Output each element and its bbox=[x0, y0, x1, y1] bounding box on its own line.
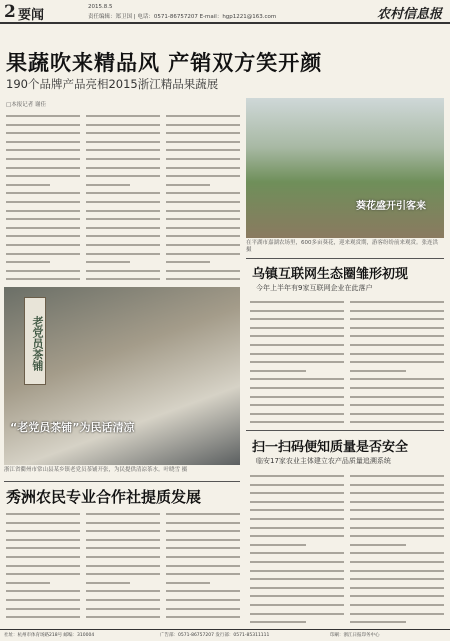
text-line bbox=[166, 127, 240, 134]
text-line bbox=[166, 508, 240, 515]
tea-stall-photo bbox=[4, 287, 240, 465]
text-line bbox=[250, 382, 344, 389]
photo1-label: 葵花盛开引客来 bbox=[356, 201, 426, 212]
article2-body-col-2 bbox=[350, 296, 444, 426]
text-line bbox=[250, 590, 344, 597]
text-line bbox=[350, 339, 444, 346]
editor-info: 责任编辑：郑卫国 | 电话：0571-86757207 E-mail：hgp1221@163.com bbox=[88, 14, 277, 20]
main-body-col-1 bbox=[6, 110, 80, 282]
text-line bbox=[250, 348, 344, 355]
text-line bbox=[250, 504, 344, 511]
text-line bbox=[86, 542, 160, 549]
photo1-caption: 在平湖市嘉湖农场里，600多亩葵花，迎来观赏期，游客纷纷前来观赏。张连洪 摄 bbox=[246, 240, 439, 253]
divider bbox=[246, 430, 444, 431]
text-line bbox=[250, 599, 344, 606]
text-line bbox=[86, 136, 160, 143]
text-line bbox=[166, 222, 240, 229]
text-line bbox=[250, 296, 344, 303]
article4-body-col-2 bbox=[350, 470, 444, 626]
text-line bbox=[86, 265, 160, 272]
text-line bbox=[6, 525, 80, 532]
text-line bbox=[6, 265, 80, 272]
text-line bbox=[86, 585, 160, 592]
text-line bbox=[6, 187, 80, 194]
text-line bbox=[166, 205, 240, 212]
masthead: 农村信息报 bbox=[376, 7, 442, 22]
text-line bbox=[250, 339, 344, 346]
text-line bbox=[250, 416, 344, 423]
text-line bbox=[6, 205, 80, 212]
text-line bbox=[6, 153, 80, 160]
text-line bbox=[250, 330, 344, 337]
text-line bbox=[86, 273, 160, 280]
text-line bbox=[6, 577, 50, 584]
text-line bbox=[350, 616, 406, 623]
text-line bbox=[350, 313, 444, 320]
text-line bbox=[250, 408, 344, 415]
text-line bbox=[6, 213, 80, 220]
text-line bbox=[350, 487, 444, 494]
text-line bbox=[166, 119, 240, 126]
text-line bbox=[86, 248, 160, 255]
issue-date: 2015.8.5 bbox=[88, 4, 113, 10]
text-line bbox=[350, 322, 444, 329]
article3-headline: 秀洲农民专业合作社提质发展 bbox=[6, 488, 202, 506]
article4-subheadline: 临安17家农业主体建立农产品质量追溯系统 bbox=[256, 457, 391, 465]
text-line bbox=[166, 170, 240, 177]
text-line bbox=[166, 517, 240, 524]
text-line bbox=[166, 525, 240, 532]
text-line bbox=[6, 136, 80, 143]
text-line bbox=[86, 170, 160, 177]
text-line bbox=[86, 611, 160, 618]
text-line bbox=[350, 547, 444, 554]
text-line bbox=[166, 560, 240, 567]
text-line bbox=[6, 248, 80, 255]
text-line bbox=[250, 530, 344, 537]
footer-phones: 广告部：0571-86757207 发行部：0571-85311111 bbox=[160, 633, 270, 638]
text-line bbox=[86, 525, 160, 532]
text-line bbox=[166, 162, 240, 169]
text-line bbox=[250, 373, 344, 380]
text-line bbox=[350, 365, 406, 372]
text-line bbox=[166, 153, 240, 160]
article2-subheadline: 今年上半年有9家互联网企业在此落户 bbox=[256, 284, 373, 292]
article3-body-col-1 bbox=[6, 508, 80, 626]
text-line bbox=[166, 187, 240, 194]
text-line bbox=[86, 153, 160, 160]
text-line bbox=[166, 239, 240, 246]
text-line bbox=[166, 265, 240, 272]
text-line bbox=[6, 170, 80, 177]
text-line bbox=[350, 565, 444, 572]
text-line bbox=[6, 594, 80, 601]
text-line bbox=[6, 222, 80, 229]
text-line bbox=[350, 330, 444, 337]
text-line bbox=[350, 539, 406, 546]
text-line bbox=[6, 196, 80, 203]
text-line bbox=[350, 348, 444, 355]
divider bbox=[246, 258, 444, 259]
text-line bbox=[166, 577, 210, 584]
text-line bbox=[350, 356, 444, 363]
text-line bbox=[166, 611, 240, 618]
text-line bbox=[6, 162, 80, 169]
text-line bbox=[166, 144, 240, 151]
text-line bbox=[350, 399, 444, 406]
text-line bbox=[6, 144, 80, 151]
text-line bbox=[350, 573, 444, 580]
photo2-label: “老党员茶铺”为民话清凉 bbox=[10, 421, 135, 434]
text-line bbox=[86, 187, 160, 194]
page-footer bbox=[0, 629, 450, 641]
text-line bbox=[6, 256, 50, 263]
article2-body-col-1 bbox=[250, 296, 344, 426]
text-line bbox=[6, 119, 80, 126]
text-line bbox=[166, 568, 240, 575]
text-line bbox=[350, 470, 444, 477]
text-line bbox=[250, 565, 344, 572]
text-line bbox=[250, 556, 344, 563]
text-line bbox=[166, 136, 240, 143]
text-line bbox=[86, 568, 160, 575]
text-line bbox=[250, 608, 344, 615]
text-line bbox=[6, 127, 80, 134]
footer-printer: 印刷：浙江日报印务中心 bbox=[330, 633, 380, 638]
article3-body-col-3 bbox=[166, 508, 240, 626]
text-line bbox=[250, 487, 344, 494]
text-line bbox=[6, 230, 80, 237]
text-line bbox=[350, 496, 444, 503]
text-line bbox=[166, 230, 240, 237]
text-line bbox=[166, 110, 240, 117]
article3-body-col-2 bbox=[86, 508, 160, 626]
text-line bbox=[350, 590, 444, 597]
text-line bbox=[350, 391, 444, 398]
text-line bbox=[86, 603, 160, 610]
text-line bbox=[86, 256, 130, 263]
text-line bbox=[350, 373, 444, 380]
text-line bbox=[86, 230, 160, 237]
text-line bbox=[6, 179, 50, 186]
text-line bbox=[166, 248, 240, 255]
text-line bbox=[86, 517, 160, 524]
text-line bbox=[350, 599, 444, 606]
text-line bbox=[166, 534, 240, 541]
main-body-col-3 bbox=[166, 110, 240, 282]
text-line bbox=[350, 408, 444, 415]
text-line bbox=[6, 611, 80, 618]
text-line bbox=[86, 205, 160, 212]
text-line bbox=[250, 313, 344, 320]
text-line bbox=[6, 534, 80, 541]
section-title: 要闻 bbox=[18, 8, 45, 23]
text-line bbox=[350, 522, 444, 529]
text-line bbox=[86, 594, 160, 601]
text-line bbox=[166, 551, 240, 558]
article4-headline: 扫一扫码便知质量是否安全 bbox=[252, 440, 409, 455]
text-line bbox=[350, 608, 444, 615]
text-line bbox=[250, 479, 344, 486]
text-line bbox=[6, 560, 80, 567]
text-line bbox=[6, 568, 80, 575]
text-line bbox=[350, 296, 444, 303]
text-line bbox=[350, 382, 444, 389]
main-subheadline: 190个品牌产品亮相2015浙江精品果蔬展 bbox=[6, 77, 219, 91]
text-line bbox=[6, 239, 80, 246]
footer-address: 社址：杭州市体育场路218号 邮编：310004 bbox=[4, 633, 95, 638]
text-line bbox=[166, 594, 240, 601]
text-line bbox=[166, 542, 240, 549]
text-line bbox=[86, 213, 160, 220]
text-line bbox=[166, 256, 210, 263]
text-line bbox=[166, 273, 240, 280]
text-line bbox=[166, 196, 240, 203]
text-line bbox=[350, 530, 444, 537]
text-line bbox=[166, 179, 210, 186]
text-line bbox=[86, 551, 160, 558]
page-header bbox=[0, 0, 450, 24]
divider bbox=[4, 481, 240, 482]
text-line bbox=[350, 305, 444, 312]
text-line bbox=[166, 213, 240, 220]
photo2-caption: 浙江省衢州市常山县某乡镇老党员茶铺开张，为民提供清凉茶水。叶晓雪 摄 bbox=[4, 467, 188, 473]
text-line bbox=[6, 508, 80, 515]
text-line bbox=[350, 513, 444, 520]
text-line bbox=[86, 239, 160, 246]
text-line bbox=[250, 582, 344, 589]
text-line bbox=[86, 162, 160, 169]
tea-stall-sign: 老党员茶铺 bbox=[24, 297, 46, 385]
article2-headline: 乌镇互联网生态圈雏形初现 bbox=[252, 267, 409, 282]
text-line bbox=[86, 110, 160, 117]
text-line bbox=[6, 273, 80, 280]
text-line bbox=[250, 496, 344, 503]
text-line bbox=[86, 179, 130, 186]
main-byline: □本报记者 谢佳 bbox=[6, 102, 46, 108]
text-line bbox=[250, 470, 344, 477]
text-line bbox=[86, 144, 160, 151]
text-line bbox=[250, 539, 306, 546]
text-line bbox=[86, 222, 160, 229]
text-line bbox=[250, 365, 306, 372]
text-line bbox=[350, 582, 444, 589]
text-line bbox=[86, 127, 160, 134]
text-line bbox=[250, 547, 344, 554]
text-line bbox=[250, 391, 344, 398]
text-line bbox=[350, 504, 444, 511]
text-line bbox=[250, 322, 344, 329]
text-line bbox=[6, 585, 80, 592]
text-line bbox=[250, 573, 344, 580]
text-line bbox=[250, 522, 344, 529]
page-number: 2 bbox=[4, 2, 16, 22]
article4-body-col-1 bbox=[250, 470, 344, 626]
text-line bbox=[6, 110, 80, 117]
text-line bbox=[86, 534, 160, 541]
text-line bbox=[6, 542, 80, 549]
text-line bbox=[250, 399, 344, 406]
text-line bbox=[6, 603, 80, 610]
text-line bbox=[86, 196, 160, 203]
sunflower-photo bbox=[246, 98, 444, 238]
text-line bbox=[250, 356, 344, 363]
text-line bbox=[250, 305, 344, 312]
text-line bbox=[350, 556, 444, 563]
text-line bbox=[6, 551, 80, 558]
text-line bbox=[250, 513, 344, 520]
main-body-col-2 bbox=[86, 110, 160, 282]
text-line bbox=[250, 616, 306, 623]
text-line bbox=[6, 517, 80, 524]
main-headline: 果蔬吹来精品风 产销双方笑开颜 bbox=[6, 50, 323, 75]
text-line bbox=[86, 508, 160, 515]
text-line bbox=[350, 416, 444, 423]
text-line bbox=[166, 603, 240, 610]
text-line bbox=[350, 479, 444, 486]
text-line bbox=[86, 577, 130, 584]
text-line bbox=[166, 585, 240, 592]
text-line bbox=[86, 119, 160, 126]
text-line bbox=[86, 560, 160, 567]
